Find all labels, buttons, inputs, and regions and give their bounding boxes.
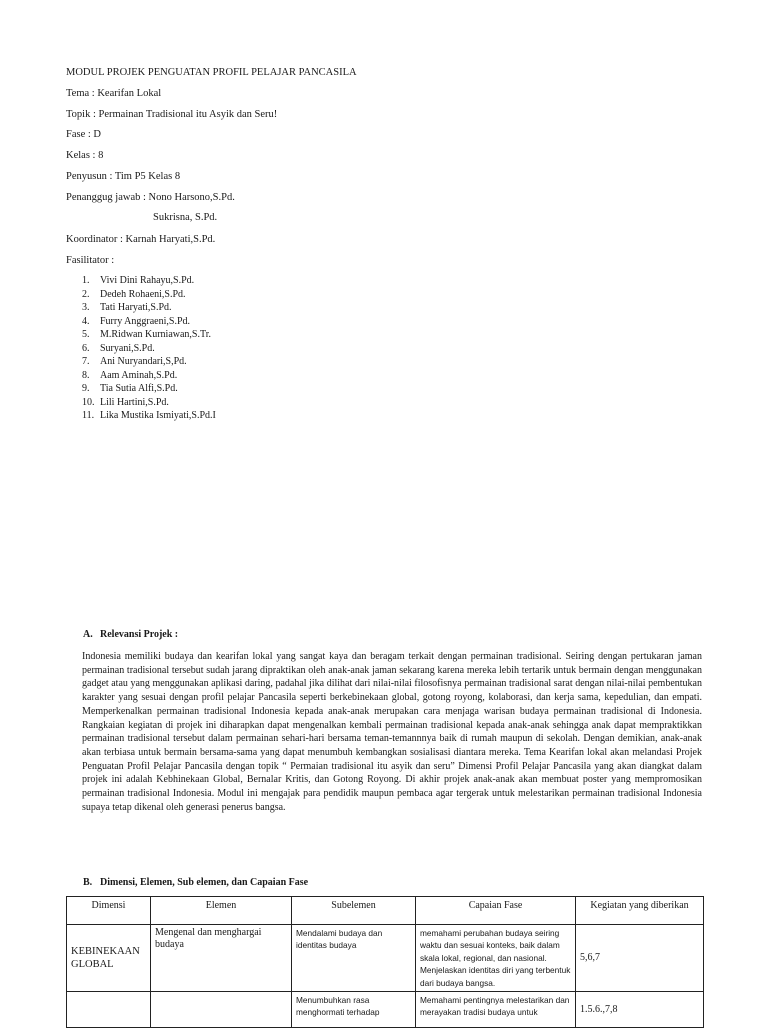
cell-dimensi: KEBINEKAAN GLOBAL (67, 925, 151, 992)
relevansi-paragraph: Indonesia memiliki budaya dan kearifan lokal yang sangat kaya dan beragam terkait dengan permainan tradisional. Seiring dengan pertukaran jaman permainan tradisional tersebut sudah jarang dipraktikan oleh anak-anak jaman sekarang karena mereka lebih tertarik untuk bermain dengan menggunakan gadget atau yang menggunakan aplikasi daring, padahal jika dilihat dari nilai-nilai filosofisnya permainan tradisional sarat dengan nilai-nilai pembentukan karakter yang sesuai dengan profil pelajar Pancasila seperti berkebinekaan global, gotong royong, kolaborasi, dan kerja sama, kepedulian, dan empati. Memperkenalkan permainan tradisional Indonesia kepada anak-anak merupakan cara menjaga warisan budaya permainan tradisional di Indonesia. Rangkaian kegiatan di projek ini diharapkan dapat mengenalkan kembali permainan tradisional kepada anak-anak sehingga anak dapat mempraktikkan permainan tradisional tersebut dalam permainan sehari-hari bersama teman-temannnya baik di rumah maupun di sekolah. Dengan demikian, anak-anak akan terbiasa untuk bermain bersama-sama yang dapat menumbuh kembangkan sosialisasi diantara mereka. Tema Kearifan lokal akan melandasi Projek Penguatan Profil Pelajar Pancasila dengan topik “ Permaian tradisional itu asyik dan seru” Dimensi Profil Pelajar Pancasila yang akan diangkat dalam projek ini adalah Kebhinekaan Global, Bernalar Kritis, dan Gotong Royong. Di akhir projek anak-anak akan membuat poster yang mempromosikan permainan tradisional Indonesia. Modul ini mengajak para pendidik maupun pembaca agar tergerak untuk melestarikan permainan tradisional Indonesia supaya tetap dikenal oleh generasi penerus bangsa. (82, 651, 702, 813)
tema-line: Tema : Kearifan Lokal (66, 88, 162, 99)
section-a-letter: A. (83, 629, 93, 640)
list-item: 4. Furry Anggraeni,S.Pd. (82, 315, 190, 327)
koordinator-line: Koordinator : Karnah Haryati,S.Pd. (66, 234, 216, 245)
list-item: 5. M.Ridwan Kurniawan,S.Tr. (82, 329, 212, 340)
list-item: 10. Lili Hartini,S.Pd. (82, 396, 169, 408)
cell-subelemen: Menumbuhkan rasa menghormati terhadap (292, 992, 416, 1028)
capaian-table (66, 896, 704, 1028)
section-b-title: Dimensi, Elemen, Sub elemen, dan Capaian Fase (100, 877, 309, 888)
cell-capaian: memahami perubahan budaya seiring waktu dan sesuai konteks, baik dalam skala lokal, regional, dan nasional. Menjelaskan identitas diri yang terbentuk dari budaya bangsa. (416, 925, 576, 992)
list-item: 9. Tia Sutia Alfi,S.Pd. (82, 383, 178, 394)
header-subelemen: Subelemen (292, 897, 416, 925)
list-item: 7. Ani Nuryandari,S,Pd. (82, 356, 187, 367)
fasilitator-label: Fasilitator : (66, 255, 115, 266)
fase-line: Fase : D (66, 129, 101, 140)
table-header-row (67, 897, 704, 925)
header-elemen: Elemen (151, 897, 292, 925)
section-a-title: Relevansi Projek : (100, 629, 179, 640)
cell-kegiatan: 1.5.6.,7,8 (576, 992, 704, 1028)
list-item: 8. Aam Aminah,S.Pd. (82, 369, 178, 381)
cell-capaian: Memahami pentingnya melestarikan dan merayakan tradisi budaya untuk (416, 992, 576, 1028)
penanggung-jawab-line: Penanggug jawab : Nono Harsono,S.Pd. (66, 192, 235, 203)
header-capaian-fase: Capaian Fase (416, 897, 576, 925)
penanggung-jawab-second: Sukrisna, S.Pd. (153, 212, 218, 223)
kelas-line: Kelas : 8 (66, 150, 104, 161)
list-item: 6. Suryani,S.Pd. (82, 342, 155, 354)
topik-line: Topik : Permainan Tradisional itu Asyik dan Seru! (66, 109, 278, 120)
cell-subelemen: Mendalami budaya dan identitas budaya (292, 925, 416, 992)
cell-elemen: Mengenal dan menghargai budaya (151, 925, 292, 992)
list-item: 11. Lika Mustika Ismiyati,S.Pd.I (82, 410, 216, 421)
module-title: MODUL PROJEK PENGUATAN PROFIL PELAJAR PANCASILA (66, 67, 357, 78)
list-item: 1. Vivi Dini Rahayu,S.Pd. (82, 275, 195, 286)
list-item: 2. Dedeh Rohaeni,S.Pd. (82, 288, 186, 300)
cell-kegiatan: 5,6,7 (576, 925, 704, 992)
fasilitator-list (66, 274, 216, 423)
section-a-heading (83, 629, 178, 640)
header-dimensi: Dimensi (67, 897, 151, 925)
section-b-letter: B. (83, 877, 93, 888)
section-b-heading (83, 877, 308, 888)
cell-dimensi (67, 992, 151, 1028)
table-row (67, 925, 704, 992)
table-row (67, 992, 704, 1028)
penyusun-line: Penyusun : Tim P5 Kelas 8 (66, 171, 181, 182)
cell-elemen (151, 992, 292, 1028)
header-kegiatan: Kegiatan yang diberikan (576, 897, 704, 925)
list-item: 3. Tati Haryati,S.Pd. (82, 302, 172, 313)
